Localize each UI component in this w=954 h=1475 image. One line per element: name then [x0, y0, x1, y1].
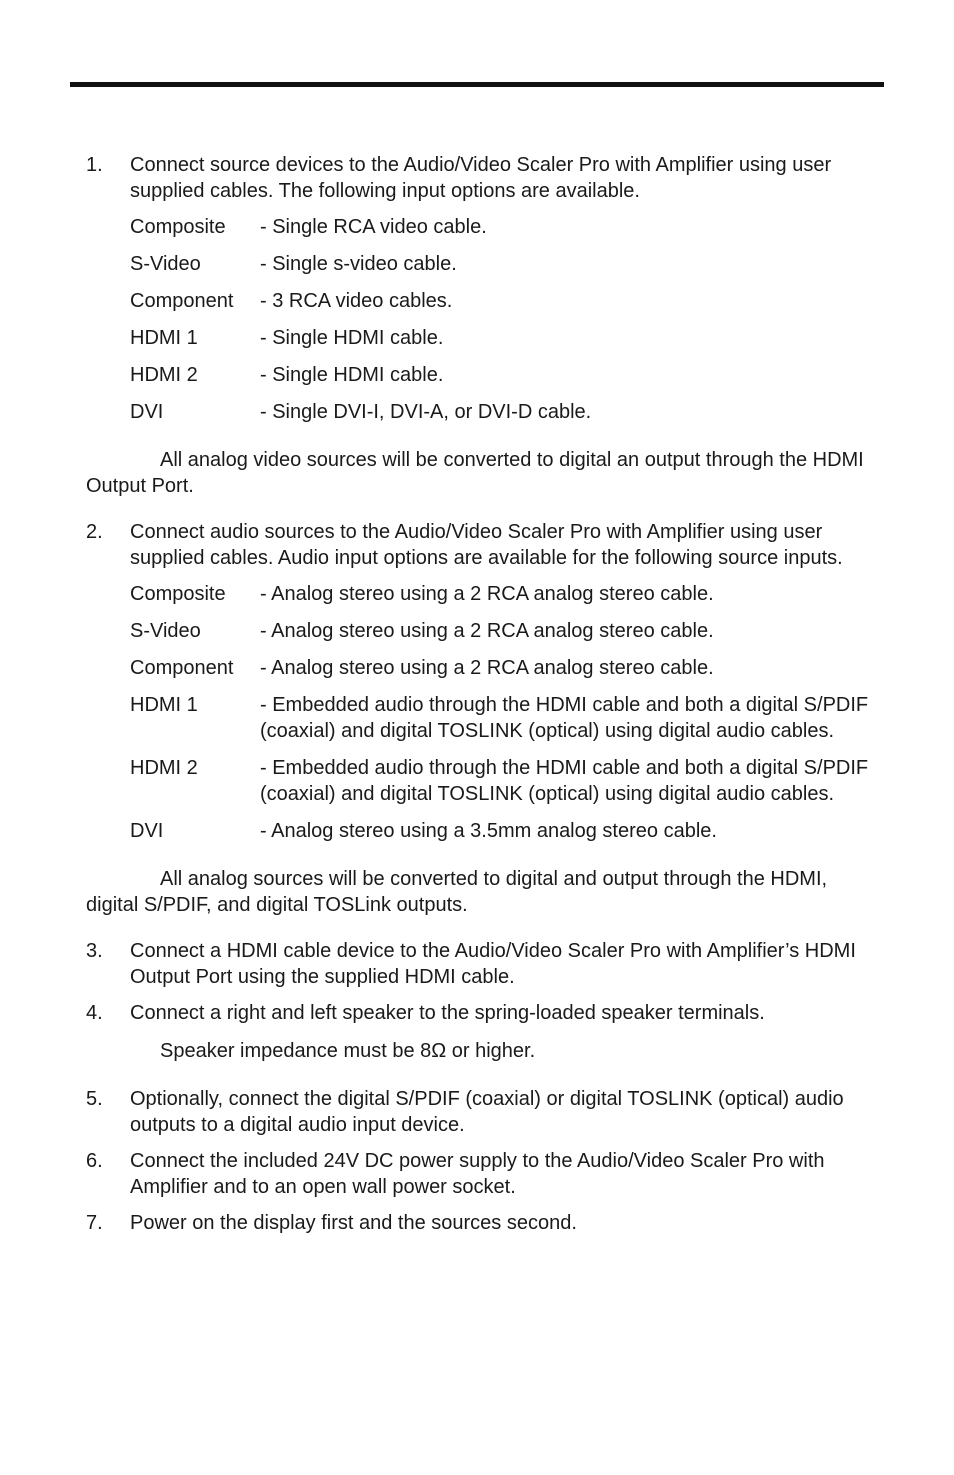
option-row — [130, 251, 876, 277]
option-desc: - 3 RCA video cables. — [260, 290, 453, 312]
option-desc: - Analog stereo using a 2 RCA analog stereo cable. — [260, 583, 714, 605]
option-name: Component — [130, 290, 234, 312]
option-desc: - Embedded audio through the HDMI cable and both a digital S/PDIF (coaxial) and digital TOSLINK (optical) using digital audio cables. — [260, 757, 869, 805]
step-2 — [86, 519, 876, 844]
audio-note: All analog sources will be converted to digital and output through the HDMI, digital S/PDIF, and digital TOSLink outputs. — [86, 868, 828, 916]
step-text: Connect source devices to the Audio/Video Scaler Pro with Amplifier using user supplied cables. The following input options are available. — [130, 154, 832, 202]
step-7 — [86, 1210, 876, 1236]
option-row — [130, 581, 876, 607]
option-desc: - Single s-video cable. — [260, 253, 457, 275]
step-text: Optionally, connect the digital S/PDIF (coaxial) or digital TOSLINK (optical) audio outputs to a digital audio input device. — [130, 1088, 844, 1136]
step-number: 4. — [86, 1002, 103, 1024]
option-desc: - Single DVI-I, DVI-A, or DVI-D cable. — [260, 401, 592, 423]
video-input-options — [130, 214, 876, 425]
option-desc: - Embedded audio through the HDMI cable and both a digital S/PDIF (coaxial) and digital TOSLINK (optical) using digital audio cables. — [260, 694, 869, 742]
audio-input-options — [130, 581, 876, 844]
step-number: 6. — [86, 1150, 103, 1172]
video-note: All analog video sources will be converted to digital an output through the HDMI Output Port. — [86, 449, 864, 497]
step-5 — [86, 1086, 876, 1138]
step-text: Connect a HDMI cable device to the Audio/Video Scaler Pro with Amplifier’s HDMI Output Port using the supplied HDMI cable. — [130, 940, 856, 988]
option-name: Component — [130, 657, 234, 679]
option-name: DVI — [130, 820, 164, 842]
option-row — [130, 399, 876, 425]
option-row — [130, 288, 876, 314]
option-desc: - Analog stereo using a 2 RCA analog stereo cable. — [260, 620, 714, 642]
step-3 — [86, 938, 876, 990]
option-desc: - Single RCA video cable. — [260, 216, 487, 238]
option-row — [130, 692, 876, 744]
option-desc: - Single HDMI cable. — [260, 327, 444, 349]
option-row — [130, 618, 876, 644]
option-name: HDMI 1 — [130, 327, 198, 349]
header-rule — [70, 82, 884, 87]
option-name: DVI — [130, 401, 164, 423]
step-6 — [86, 1148, 876, 1200]
option-name: HDMI 1 — [130, 694, 198, 716]
step-number: 7. — [86, 1212, 103, 1234]
option-name: S-Video — [130, 253, 201, 275]
option-row — [130, 655, 876, 681]
option-name: Composite — [130, 216, 226, 238]
step-number: 5. — [86, 1088, 103, 1110]
step-number: 3. — [86, 940, 103, 962]
option-row — [130, 818, 876, 844]
step-1 — [86, 152, 876, 425]
option-name: Composite — [130, 583, 226, 605]
option-row — [130, 214, 876, 240]
option-desc: - Analog stereo using a 3.5mm analog stereo cable. — [260, 820, 717, 842]
option-row — [130, 362, 876, 388]
option-row — [130, 325, 876, 351]
option-desc: - Analog stereo using a 2 RCA analog stereo cable. — [260, 657, 714, 679]
step-number: 2. — [86, 521, 103, 543]
step-text: Connect a right and left speaker to the spring-loaded speaker terminals. — [130, 1002, 765, 1024]
option-name: HDMI 2 — [130, 757, 198, 779]
speaker-impedance-note: Speaker impedance must be 8Ω or higher. — [160, 1040, 536, 1062]
option-name: S-Video — [130, 620, 201, 642]
option-desc: - Single HDMI cable. — [260, 364, 444, 386]
step-text: Connect the included 24V DC power supply to the Audio/Video Scaler Pro with Amplifier and to an open wall power socket. — [130, 1150, 825, 1198]
step-number: 1. — [86, 154, 103, 176]
option-name: HDMI 2 — [130, 364, 198, 386]
step-text: Power on the display first and the sources second. — [130, 1212, 577, 1234]
instructions — [86, 152, 876, 1246]
step-4 — [86, 1000, 876, 1026]
step-text: Connect audio sources to the Audio/Video Scaler Pro with Amplifier using user supplied cables. Audio input options are available for the following source inputs. — [130, 521, 843, 569]
option-row — [130, 755, 876, 807]
